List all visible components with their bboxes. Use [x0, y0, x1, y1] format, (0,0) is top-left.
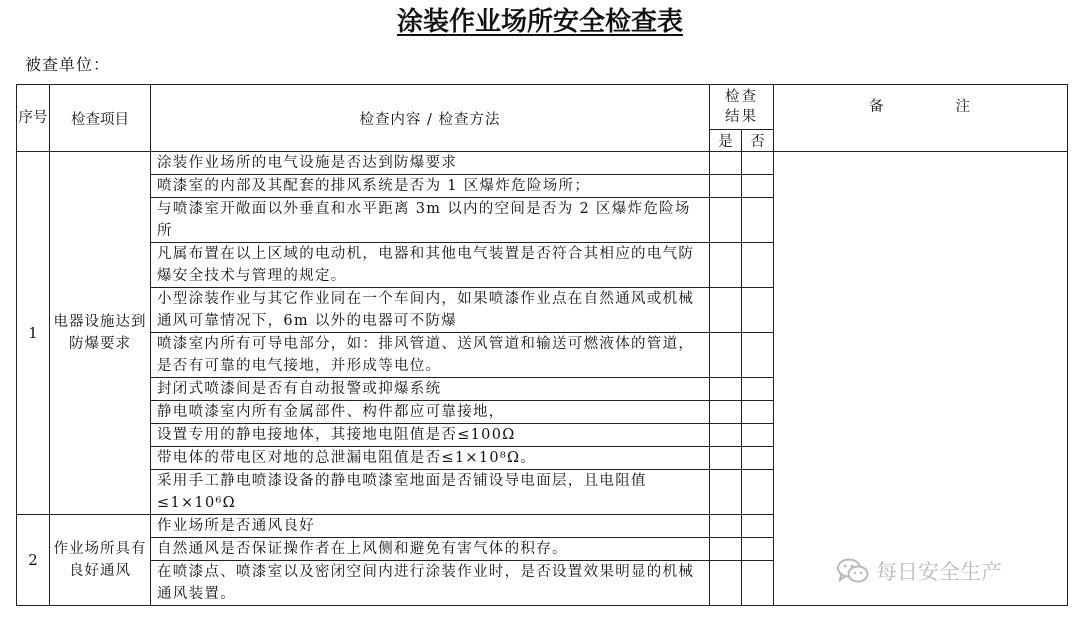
watermark — [836, 556, 1002, 586]
yes-cell[interactable] — [710, 198, 742, 243]
yes-cell[interactable] — [710, 333, 742, 378]
section-item: 电器设施达到防爆要求 — [50, 152, 151, 515]
header-result: 检查结果 — [710, 85, 774, 130]
check-content: 设置专用的静电接地体，其接地电阻值是否≤100Ω — [151, 424, 710, 447]
check-content: 喷漆室的内部及其配套的排风系统是否为 1 区爆炸危险场所； — [151, 175, 710, 198]
no-cell[interactable] — [742, 243, 774, 288]
check-content: 静电喷漆室内所有金属部件、构件都应可靠接地， — [151, 401, 710, 424]
no-cell[interactable] — [742, 515, 774, 538]
yes-cell[interactable] — [710, 288, 742, 333]
yes-cell[interactable] — [710, 175, 742, 198]
inspected-unit — [25, 52, 310, 75]
check-content: 带电体的带电区对地的总泄漏电阻值是否≤1×10⁸Ω。 — [151, 447, 710, 470]
document-title: 涂装作业场所安全检查表 — [396, 7, 683, 37]
no-cell[interactable] — [742, 401, 774, 424]
section-number: 1 — [17, 152, 50, 515]
check-content: 喷漆室内所有可导电部分，如：排风管道、送风管道和输送可燃液体的管道，是否有可靠的电气接地，并形成等电位。 — [151, 333, 710, 378]
no-cell[interactable] — [742, 538, 774, 561]
check-content: 在喷漆点、喷漆室以及密闭空间内进行涂装作业时，是否设置效果明显的机械通风装置。 — [151, 561, 710, 606]
no-cell[interactable] — [742, 447, 774, 470]
remark-cell[interactable] — [774, 152, 1068, 606]
section-item: 作业场所具有良好通风 — [50, 515, 151, 606]
header-row — [17, 85, 1068, 130]
no-cell[interactable] — [742, 561, 774, 606]
check-content: 封闭式喷漆间是否有自动报警或抑爆系统 — [151, 378, 710, 401]
yes-cell[interactable] — [710, 243, 742, 288]
section-number: 2 — [17, 515, 50, 606]
check-content: 作业场所是否通风良好 — [151, 515, 710, 538]
check-content: 凡属布置在以上区域的电动机，电器和其他电气装置是否符合其相应的电气防爆安全技术与管理的规定。 — [151, 243, 710, 288]
yes-cell[interactable] — [710, 447, 742, 470]
header-item: 检查项目 — [50, 85, 151, 152]
check-content: 采用手工静电喷漆设备的静电喷漆室地面是否铺设导电面层，且电阻值≤1×10⁶Ω — [151, 470, 710, 515]
header-no: 序号 — [17, 85, 50, 152]
watermark-text: 每日安全生产 — [876, 560, 1002, 584]
header-content: 检查内容 / 检查方法 — [151, 85, 710, 152]
no-cell[interactable] — [742, 378, 774, 401]
no-cell[interactable] — [742, 175, 774, 198]
yes-cell[interactable] — [710, 424, 742, 447]
header-no-col: 否 — [742, 130, 774, 152]
yes-cell[interactable] — [710, 378, 742, 401]
yes-cell[interactable] — [710, 538, 742, 561]
inspected-unit-label: 被查单位： — [25, 55, 111, 74]
no-cell[interactable] — [742, 288, 774, 333]
wechat-icon — [836, 557, 870, 585]
checklist-table — [16, 84, 1068, 606]
yes-cell[interactable] — [710, 561, 742, 606]
no-cell[interactable] — [742, 424, 774, 447]
no-cell[interactable] — [742, 198, 774, 243]
check-content: 涂装作业场所的电气设施是否达到防爆要求 — [151, 152, 710, 175]
header-yes: 是 — [710, 130, 742, 152]
yes-cell[interactable] — [710, 515, 742, 538]
no-cell[interactable] — [742, 333, 774, 378]
check-content: 小型涂装作业与其它作业同在一个车间内，如果喷漆作业点在自然通风或机械通风可靠情况下，6m 以外的电器可不防爆 — [151, 288, 710, 333]
yes-cell[interactable] — [710, 401, 742, 424]
check-content: 自然通风是否保证操作者在上风侧和避免有害气体的积存。 — [151, 538, 710, 561]
no-cell[interactable] — [742, 152, 774, 175]
yes-cell[interactable] — [710, 152, 742, 175]
check-content: 与喷漆室开敞面以外垂直和水平距离 3m 以内的空间是否为 2 区爆炸危险场所 — [151, 198, 710, 243]
table-row — [17, 152, 1068, 175]
header-remark: 备 注 — [774, 85, 1068, 152]
yes-cell[interactable] — [710, 470, 742, 515]
no-cell[interactable] — [742, 470, 774, 515]
